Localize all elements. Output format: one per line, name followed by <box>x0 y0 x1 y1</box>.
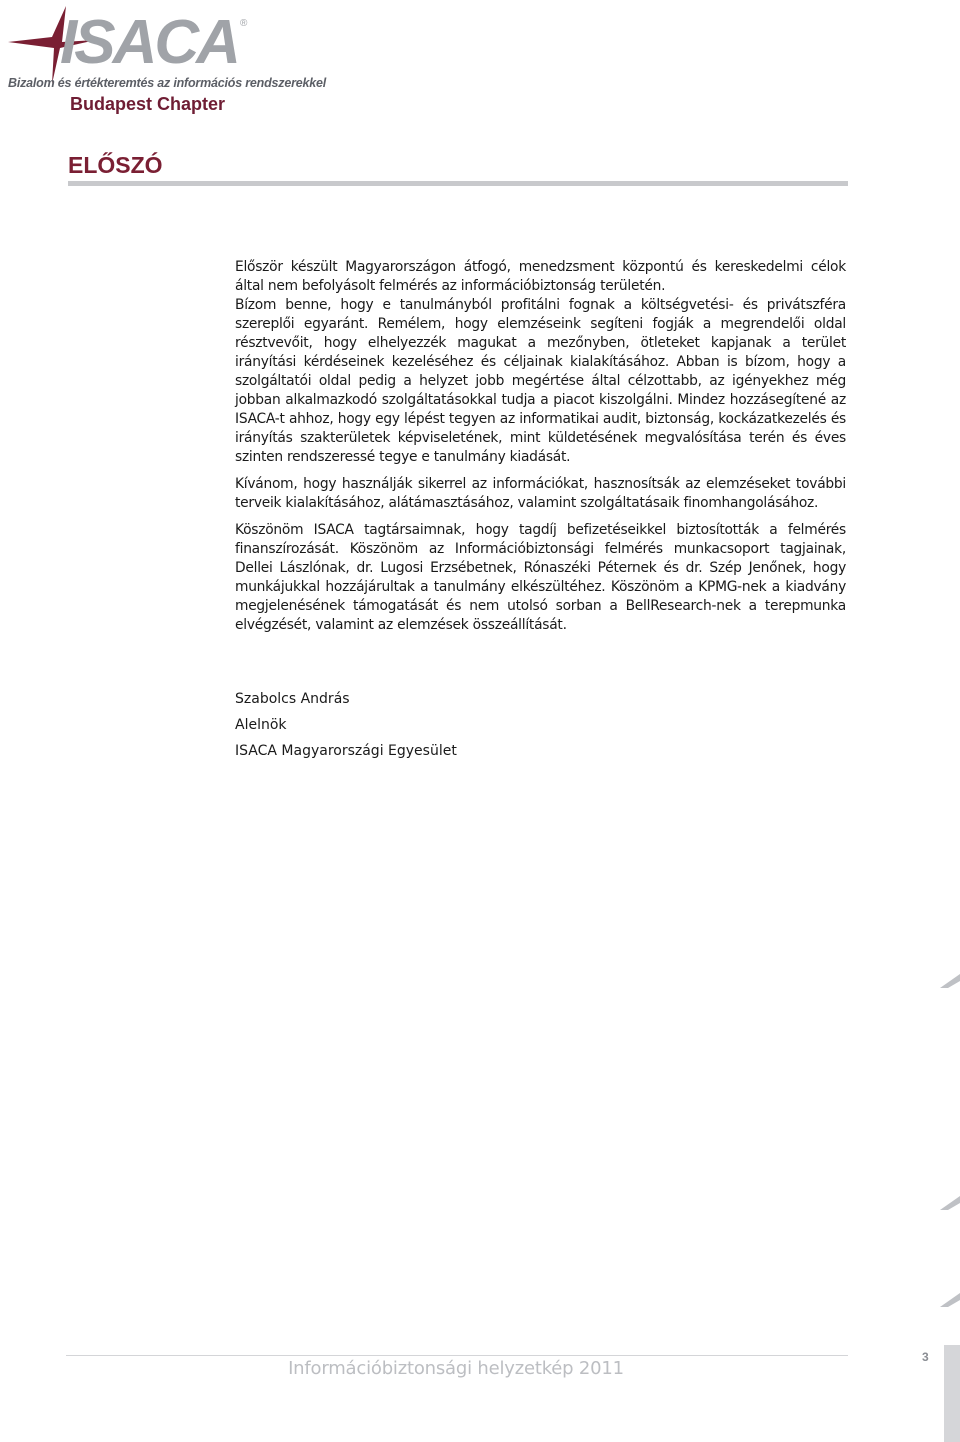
paragraph-hopes: Bízom benne, hogy e tanulmányból profitálni fognak a költségvetési- és privátszféra szereplői egyaránt. Remélem, hogy elemzéseink segíteni fogják a megrendelői oldal résztvevőit, hogy elhelyezzék magukat a mezőnyben, ötleteket kapjanak a terület irányítási kérdéseinek kezeléséhez és céljainak kialakításához. Abban is bízom, hogy a szolgáltatói oldal pedig a helyzet jobb megértése által célzottabb, az igényekhez még jobban alkalmazkodó szolgáltatásokkal tudja a piacot kiszolgálni. Mindez hozzásegítené az ISACA-t ahhoz, hogy egy lépést tegyen az informatikai audit, biztonság, kockázatkezelés és irányítás szakterületek képviseletének, mint küldetésének megvalósítása terén és éves szinten rendszeressé tegye e tanulmány kiadását. <box>235 297 846 465</box>
paragraph-thanks: Köszönöm ISACA tagtársaimnak, hogy tagdíj befizetéseikkel biztosították a felmérés finanszírozását. Köszönöm az Információbiztonsági felmérés munkacsoport tagjainak, Dellei Lászlónak, dr. Lugosi Erzsébetnek, Rónaszéki Péternek és dr. Szép Jenőnek, hogy munkájukkal hozzájárultak a tanulmány elkészültéhez. Köszönöm a KPMG-nek a kiadvány megjelenésének támogatását és nem utolsó sorban a BellResearch-nek a terepmunka elvégzését, valamint az elemzések összeállítását. <box>235 522 846 633</box>
footer-rule <box>66 1355 848 1356</box>
decorative-slash-icon <box>940 1287 960 1307</box>
page-title: ELŐSZÓ <box>68 152 163 178</box>
logo-wordmark: ISACA <box>60 8 238 77</box>
paragraph-wishes: Kívánom, hogy használják sikerrel az információkat, hasznosítsák az elemzéseket további terveik kialakításához, alátámasztásához, valamint szolgáltatásaik finomhangolásához. <box>235 476 846 511</box>
decorative-side-bar <box>944 1345 960 1442</box>
signature-block <box>235 690 457 768</box>
signer-organization: ISACA Magyarországi Egyesület <box>235 743 457 759</box>
logo-tagline: Bizalom és értékteremtés az információs rendszerekkel <box>8 76 327 90</box>
signer-role: Alelnök <box>235 717 287 733</box>
decorative-slash-icon <box>940 968 960 988</box>
foreword-body <box>235 258 846 643</box>
signer-name: Szabolcs András <box>235 691 350 707</box>
title-underline <box>68 181 848 186</box>
isaca-logo <box>8 6 327 116</box>
decorative-slash-icon <box>940 1190 960 1210</box>
paragraph-intro: Először készült Magyarországon átfogó, menedzsment központú és kereskedelmi célok által nem befolyásolt felmérés az információbiztonság területén. <box>235 259 846 294</box>
registered-mark: ® <box>240 18 248 29</box>
chapter-name: Budapest Chapter <box>70 94 226 114</box>
footer-title: Információbiztonsági helyzetkép 2011 <box>288 1358 624 1379</box>
page-number: 3 <box>922 1350 929 1364</box>
